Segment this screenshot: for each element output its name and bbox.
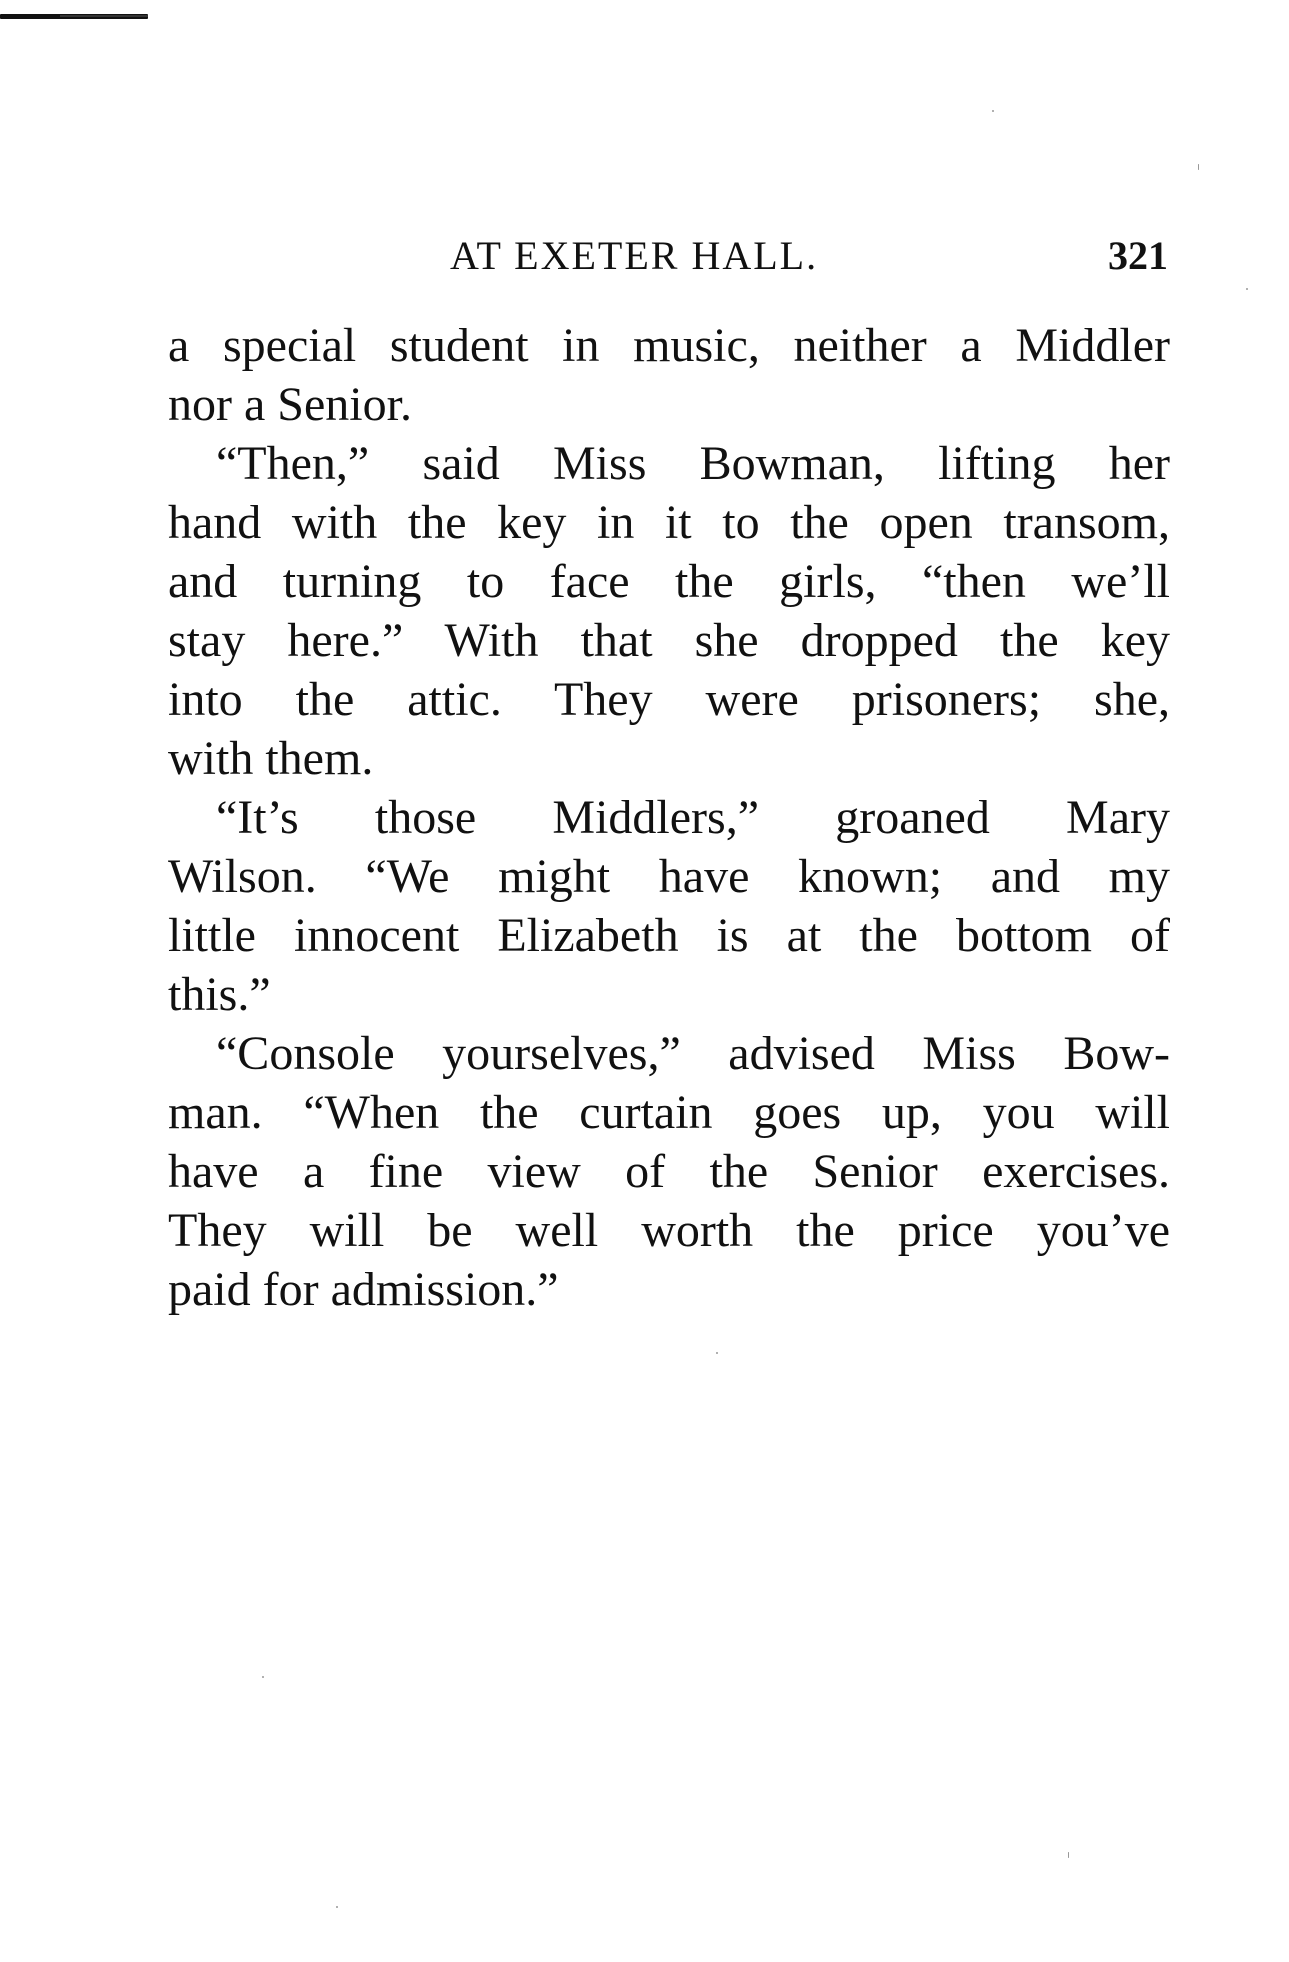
running-head [168,232,1168,282]
scan-speck [1246,288,1248,290]
text-line: little innocent Elizabeth is at the bottom of [168,909,1170,962]
scan-speck [1068,1852,1069,1858]
text-line: hand with the key in it to the open transom, [168,496,1170,549]
paragraph [168,1024,1170,1319]
scan-speck [336,1906,338,1908]
text-line: a special student in music, neither a Middler [168,319,1170,372]
text-line: and turning to face the girls, “then we’ll [168,555,1170,608]
text-line: nor a Senior. [168,378,412,431]
page-number: 321 [1108,233,1168,278]
page-edge-mark [0,14,148,19]
text-line: They will be well worth the price you’ve [168,1204,1170,1257]
scan-speck [262,1676,264,1678]
scan-speck [992,110,994,112]
scan-speck [716,1352,718,1354]
text-line: Wilson. “We might have known; and my [168,850,1170,903]
body-text [168,316,1170,1319]
text-line: stay here.” With that she dropped the key [168,614,1170,667]
text-line: man. “When the curtain goes up, you will [168,1086,1170,1139]
paragraph [168,788,1170,1024]
text-line: with them. [168,732,374,785]
scan-speck [1198,164,1199,170]
text-line: “Then,” said Miss Bowman, lifting her [216,437,1170,490]
text-line: paid for admission.” [168,1263,559,1316]
text-line: “It’s those Middlers,” groaned Mary [216,791,1170,844]
paragraph [168,316,1170,434]
text-line: into the attic. They were prisoners; she, [168,673,1170,726]
text-line: this.” [168,968,271,1021]
text-line: “Console yourselves,” advised Miss Bow- [216,1027,1170,1080]
paragraph [168,434,1170,788]
running-title: AT EXETER HALL. [450,233,819,278]
text-line: have a fine view of the Senior exercises. [168,1145,1170,1198]
